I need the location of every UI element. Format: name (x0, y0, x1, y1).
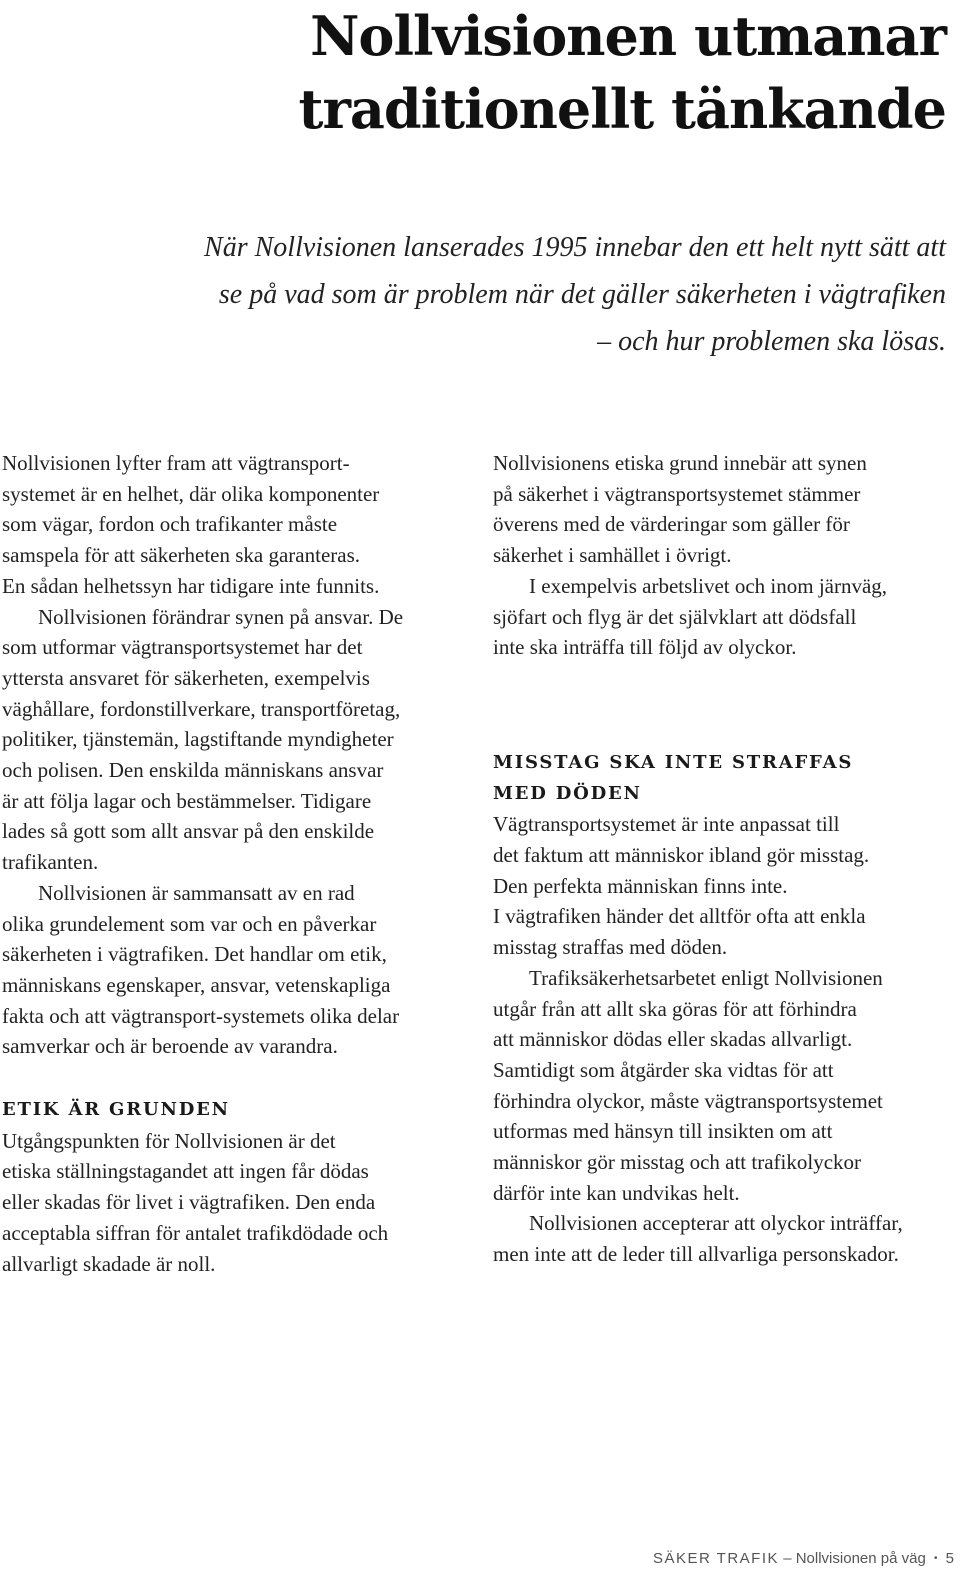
section-heading: MISSTAG SKA INTE STRAFFAS (493, 751, 854, 773)
text-line: Nollvisionens etiska grund innebär att synen (493, 451, 867, 475)
text-line: säkerhet i samhället i övrigt. (493, 543, 732, 568)
text-line: människans egenskaper, ansvar, vetenskapliga (2, 972, 391, 997)
title-line: Nollvisionen utmanar (310, 4, 946, 68)
text-line: etiska ställningstagandet att ingen får dödas (2, 1159, 369, 1184)
text-line: Samtidigt som åtgärder ska vidtas för att (493, 1057, 834, 1082)
body-paragraph (2, 1126, 472, 1280)
text-line: är att följa lagar och bestämmelser. Tidigare (2, 788, 372, 813)
text-line: allvarligt skadade är noll. (2, 1251, 216, 1276)
text-line: fakta och att vägtransport-systemets olika delar (2, 1003, 400, 1028)
footer-separator: – (783, 1549, 792, 1567)
text-line: Nollvisionen är sammansatt av en rad (38, 880, 355, 905)
text-line: samverkar och är beroende av varandra. (2, 1034, 338, 1059)
body-paragraph (493, 448, 958, 571)
text-line: Vägtransportsystemet är inte anpassat till (493, 812, 840, 837)
text-line: som utformar vägtransportsystemet har det (2, 635, 363, 660)
text-line: Nollvisionen lyfter fram att vägtransport- (2, 451, 350, 475)
text-line: utgår från att allt ska göras för att förhindra (493, 996, 857, 1021)
body-paragraph (2, 448, 472, 602)
text-line: samspela för att säkerheten ska garanteras. (2, 543, 361, 568)
footer-bullet: • (933, 1553, 938, 1564)
text-line: det faktum att människor ibland gör misstag. (493, 843, 870, 868)
lead-line: – och hur problemen ska lösas. (597, 326, 946, 357)
text-line: En sådan helhetssyn har tidigare inte funnits. (2, 573, 380, 598)
lead-line: se på vad som är problem när det gäller säkerheten i vägtrafiken (218, 279, 946, 310)
text-line: på säkerhet i vägtransportsystemet stämmer (493, 481, 861, 506)
page-footer (653, 1549, 954, 1569)
text-line: Den perfekta människan finns inte. (493, 873, 788, 898)
text-line: inte ska inträffa till följd av olyckor. (493, 635, 797, 660)
text-line: I exempelvis arbetslivet och inom järnväg, (529, 573, 888, 598)
body-paragraph (2, 878, 472, 1062)
text-line: därför inte kan undvikas helt. (493, 1180, 740, 1205)
text-line: Nollvisionen accepterar att olyckor inträffar, (529, 1211, 903, 1236)
title-line: traditionellt tänkande (298, 77, 946, 141)
text-line: Utgångspunkten för Nollvisionen är det (2, 1128, 336, 1153)
text-line: men inte att de leder till allvarliga personskador. (493, 1242, 899, 1267)
text-line: Trafiksäkerhetsarbetet enligt Nollvisionen (529, 965, 883, 990)
left-column (2, 448, 472, 1279)
body-paragraph (493, 963, 958, 1209)
spacer (2, 1062, 472, 1095)
text-line: trafikanten. (2, 850, 99, 875)
text-line: lades så gott som allt ansvar på den enskilde (2, 819, 375, 844)
text-line: politiker, tjänstemän, lagstiftande myndigheter (2, 727, 394, 752)
lead-line: När Nollvisionen lanserades 1995 innebar den ett helt nytt sätt att (204, 232, 946, 263)
text-line: och polisen. Den enskilda människans ansvar (2, 758, 384, 783)
body-paragraph (493, 571, 958, 663)
text-line: I vägtrafiken händer det alltför ofta att enkla (493, 904, 866, 929)
lead-paragraph (204, 224, 946, 365)
text-line: sjöfart och flyg är det självklart att dödsfall (493, 604, 857, 629)
text-line: förhindra olyckor, måste vägtransportsystemet (493, 1088, 883, 1113)
body-paragraph (493, 809, 958, 963)
text-line: eller skadas för livet i vägtrafiken. Den enda (2, 1190, 376, 1215)
footer-publication-title: Nollvisionen på väg (795, 1549, 926, 1567)
text-line: Nollvisionen förändrar synen på ansvar. De (38, 604, 404, 629)
text-line: att människor dödas eller skadas allvarligt. (493, 1027, 853, 1052)
spacer (493, 663, 958, 748)
right-column (493, 448, 958, 1270)
body-paragraph (493, 1208, 958, 1269)
text-line: som vägar, fordon och trafikanter måste (2, 512, 338, 537)
text-line: acceptabla siffran för antalet trafikdödade och (2, 1220, 389, 1245)
text-line: väghållare, fordonstillverkare, transportföretag, (2, 696, 401, 721)
text-line: överens med de värderingar som gäller för (493, 512, 850, 537)
section-heading: MED DÖDEN (493, 782, 642, 804)
page-number: 5 (945, 1549, 954, 1567)
text-line: olika grundelement som var och en påverkar (2, 911, 377, 936)
section-heading: ETIK ÄR GRUNDEN (2, 1099, 230, 1121)
page-title (299, 0, 947, 146)
text-line: misstag straffas med döden. (493, 935, 728, 960)
text-line: säkerheten i vägtrafiken. Det handlar om etik, (2, 942, 387, 967)
footer-brand: SÄKER TRAFIK (652, 1549, 780, 1567)
text-line: människor gör misstag och att trafikolyckor (493, 1150, 862, 1175)
text-line: systemet är en helhet, där olika komponenter (2, 481, 380, 506)
body-paragraph (2, 602, 472, 878)
text-line: yttersta ansvaret för säkerheten, exempelvis (2, 665, 370, 690)
text-line: utformas med hänsyn till insikten om att (493, 1119, 833, 1144)
